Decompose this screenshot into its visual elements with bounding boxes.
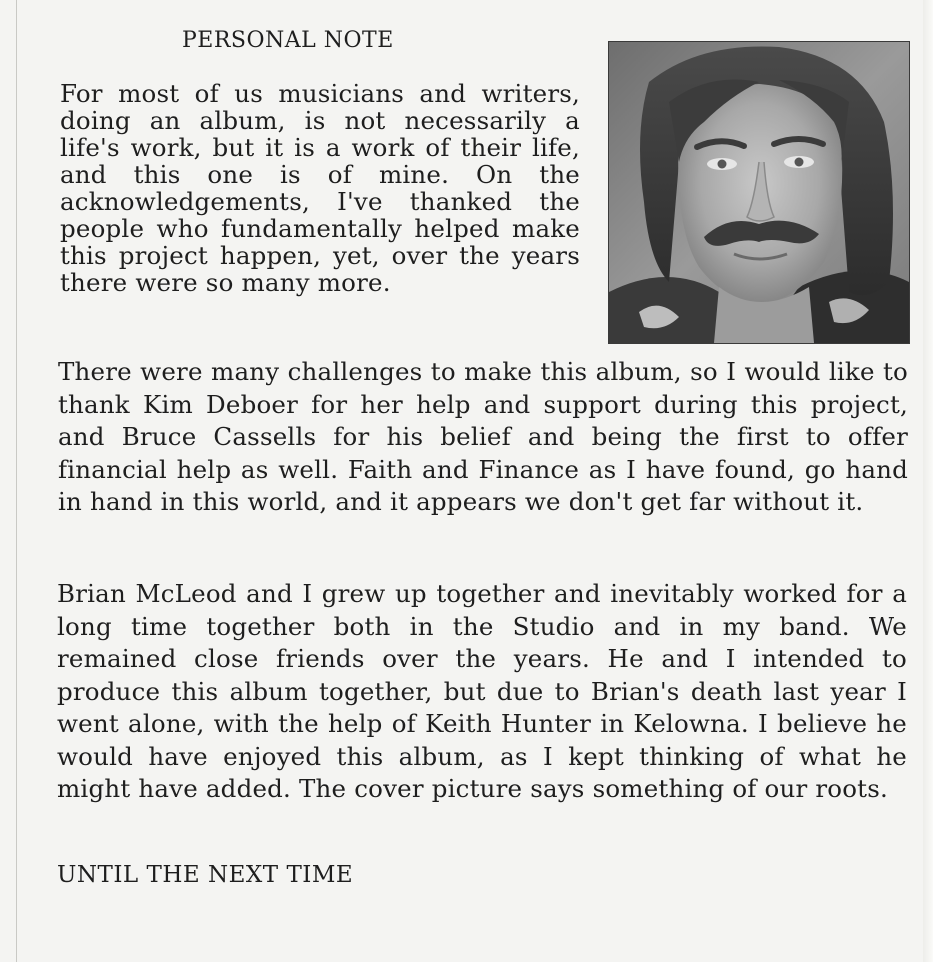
page-title: PERSONAL NOTE (182, 28, 394, 53)
paragraph-memorial: Brian McLeod and I grew up together and inevitably worked for a long time together both in the Studio and in my band. We remained close friends over the years. He and I intended to produce this album together, but due to Brian's death last year I went alone, with the help of Keith Hunter in Kelowna. I believe he would have enjoyed this album, as I kept thinking of what he might have added. The cover picture says something of our roots. (57, 579, 907, 803)
closing-line: UNTIL THE NEXT TIME (57, 862, 354, 888)
paragraph-intro: For most of us musicians and writers, doing an album, is not necessarily a life's work, but it is a work of their life, and this one is of mine. On the acknowledgements, I've thanked the people who fundamentally helped make this project happen, yet, over the years there were so many more. (60, 79, 580, 297)
portrait-photo (608, 41, 910, 344)
paragraph-thanks: There were many challenges to make this album, so I would like to thank Kim Deboer for her help and support during this project, and Bruce Cassells for his belief and being the first to offer financial help as well. Faith and Finance as I have found, go hand in hand in this world, and it appears we don't get far without it. (58, 357, 908, 516)
portrait-image (609, 42, 909, 343)
page-edge (923, 0, 933, 962)
fold-line (16, 0, 17, 962)
